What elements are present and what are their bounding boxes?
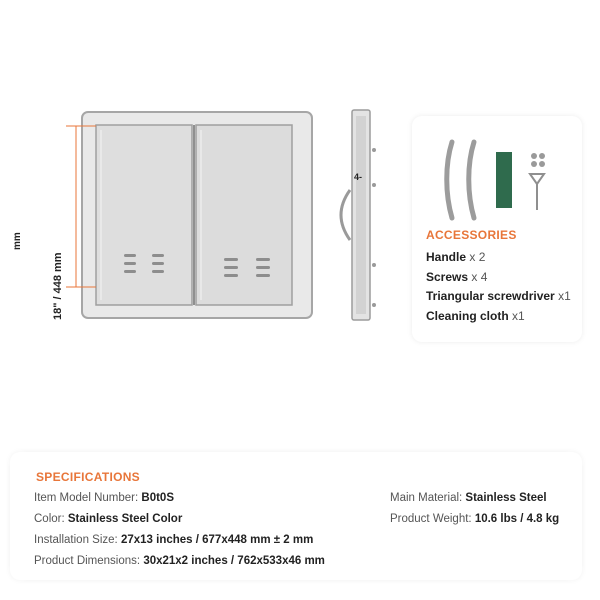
handle-icon bbox=[447, 142, 452, 218]
accessories-title: ACCESSORIES bbox=[426, 228, 517, 242]
product-image-area bbox=[0, 80, 410, 340]
depth-dimension-label: 4- bbox=[354, 172, 363, 182]
accessory-item bbox=[426, 268, 571, 288]
spec-value: 27x13 inches / 677x448 mm ± 2 mm bbox=[120, 534, 314, 546]
spec-value: B0t0S bbox=[141, 492, 174, 504]
accessory-qty: x1 bbox=[558, 289, 571, 303]
accessory-name: Triangular screwdriver bbox=[426, 289, 555, 303]
spec-label: Color: bbox=[34, 513, 65, 525]
spec-row bbox=[390, 492, 547, 504]
spec-label: Installation Size: bbox=[34, 534, 118, 546]
spec-value: Stainless Steel Color bbox=[67, 513, 183, 525]
specifications-title: SPECIFICATIONS bbox=[36, 470, 140, 484]
left-dimension-label: mm bbox=[12, 232, 23, 250]
spec-value: 30x21x2 inches / 762x533x46 mm bbox=[143, 555, 325, 567]
accessory-qty: x 2 bbox=[469, 250, 486, 264]
triangular-screwdriver-icon bbox=[530, 174, 544, 184]
handle-icon bbox=[469, 142, 474, 218]
height-dimension-label: 18" / 448 mm bbox=[52, 252, 64, 320]
spec-row bbox=[34, 555, 325, 567]
accessory-item bbox=[426, 287, 571, 307]
accessory-name: Handle bbox=[426, 250, 467, 264]
accessory-item bbox=[426, 307, 571, 327]
specifications-card bbox=[10, 452, 582, 580]
accessories-list bbox=[426, 248, 571, 326]
spec-label: Main Material: bbox=[390, 492, 463, 504]
spec-value: Stainless Steel bbox=[465, 492, 547, 504]
spec-label: Product Dimensions: bbox=[34, 555, 141, 567]
spec-label: Item Model Number: bbox=[34, 492, 139, 504]
cleaning-cloth-icon bbox=[496, 152, 512, 208]
accessories-illustration bbox=[412, 134, 582, 234]
accessory-name: Cleaning cloth bbox=[426, 308, 509, 323]
screws-icon bbox=[531, 153, 545, 167]
spec-row bbox=[34, 492, 174, 504]
accessory-name: Screws bbox=[426, 269, 469, 284]
spec-row bbox=[34, 513, 182, 525]
spec-label: Product Weight: bbox=[390, 513, 472, 525]
spec-value: 10.6 lbs / 4.8 kg bbox=[474, 513, 560, 525]
accessory-qty: x 4 bbox=[471, 269, 488, 284]
spec-row bbox=[34, 534, 313, 546]
spec-row bbox=[390, 513, 559, 525]
accessory-qty: x1 bbox=[512, 308, 525, 323]
accessories-card bbox=[412, 116, 582, 342]
accessory-item bbox=[426, 248, 571, 268]
